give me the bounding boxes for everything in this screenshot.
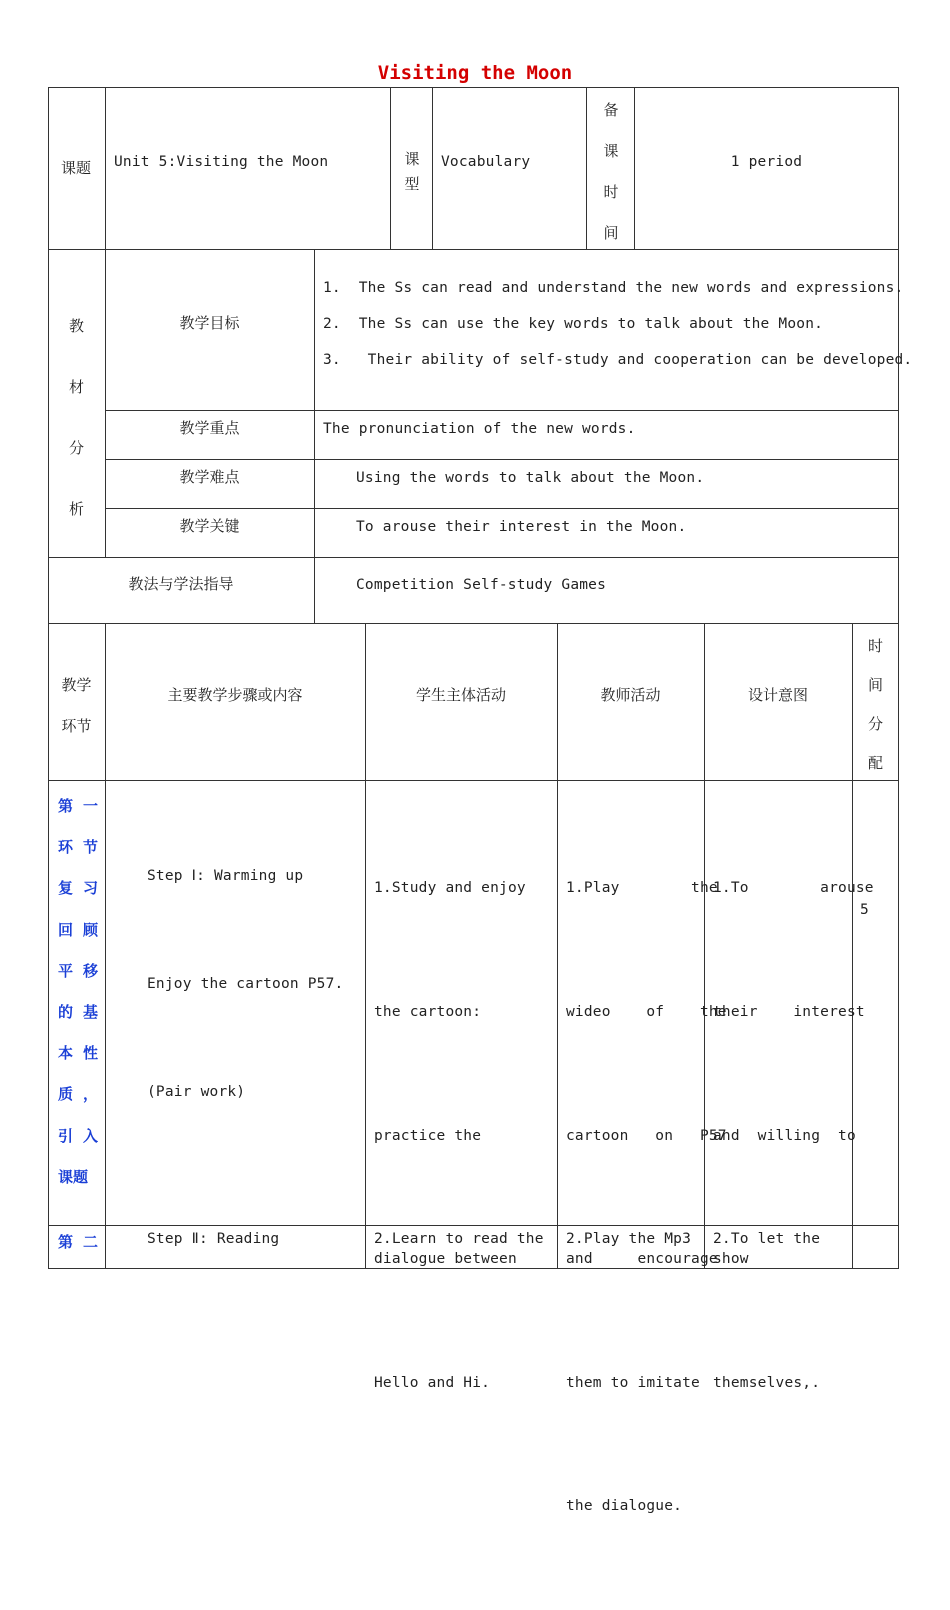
- row-student: 1.Study and enjoy the cartoon: practice the dialogue between Hello and Hi.: [374, 880, 526, 1391]
- row-stage: 第 一 环 节 复 习 回 顾 平 移 的 基 本 性 质 ， 引 入 课题: [58, 797, 98, 1186]
- crux-label: 教学关键: [179, 517, 240, 535]
- method-value: Competition Self-study Games: [356, 577, 607, 593]
- goal-item: 1. The Ss can read and understand the new words and expressions.: [323, 280, 904, 296]
- difficulty-label: 教学难点: [179, 468, 240, 486]
- row-steps: Step Ⅰ: Warming up Enjoy the cartoon P57. (Pair work): [147, 868, 344, 1100]
- crux-value: To arouse their interest in the Moon.: [356, 519, 687, 535]
- lesson-label: 课题: [61, 159, 92, 177]
- row-teacher: 1.Play the wideo of the cartoon on P57 and encourage them to imitate the dialogue.: [566, 880, 727, 1515]
- key-point-value: The pronunciation of the new words.: [323, 421, 636, 437]
- row-teacher: 2.Play the Mp3: [566, 1231, 692, 1247]
- row-design: 2.To let the: [713, 1231, 821, 1247]
- row-stage: 第 二: [58, 1233, 98, 1251]
- type-value: Vocabulary: [441, 154, 531, 170]
- method-label: 教法与学法指导: [128, 575, 234, 593]
- goal-item: 2. The Ss can use the key words to talk about the Moon.: [323, 316, 824, 332]
- col-design-header: 设计意图: [747, 686, 808, 704]
- col-teacher-header: 教师活动: [600, 686, 661, 704]
- prep-time-label: 备 课 时 间: [603, 101, 619, 242]
- col-steps-header: 主要教学步骤或内容: [167, 686, 303, 704]
- col-stage-header: 教学 环节: [61, 676, 92, 735]
- row-time: 5: [860, 902, 869, 918]
- row-steps: Step Ⅱ: Reading: [147, 1231, 280, 1247]
- row-design: 1.To arouse their interest and willing to show themselves,.: [713, 880, 874, 1391]
- key-point-label: 教学重点: [179, 419, 240, 437]
- type-label: 课 型: [404, 150, 420, 193]
- goal-item: 3. Their ability of self-study and cooperation can be developed.: [323, 352, 913, 368]
- lesson-value: Unit 5:Visiting the Moon: [114, 154, 329, 170]
- analysis-side-label: 教 材 分 析: [68, 317, 84, 518]
- prep-time-value: 1 period: [730, 154, 803, 170]
- col-student-header: 学生主体活动: [415, 686, 506, 704]
- col-time-header: 时 间 分 配: [867, 637, 883, 772]
- row-student: 2.Learn to read the: [374, 1231, 544, 1247]
- difficulty-value: Using the words to talk about the Moon.: [356, 470, 705, 486]
- document-title: Visiting the Moon: [377, 62, 573, 84]
- goals-label: 教学目标: [179, 314, 240, 332]
